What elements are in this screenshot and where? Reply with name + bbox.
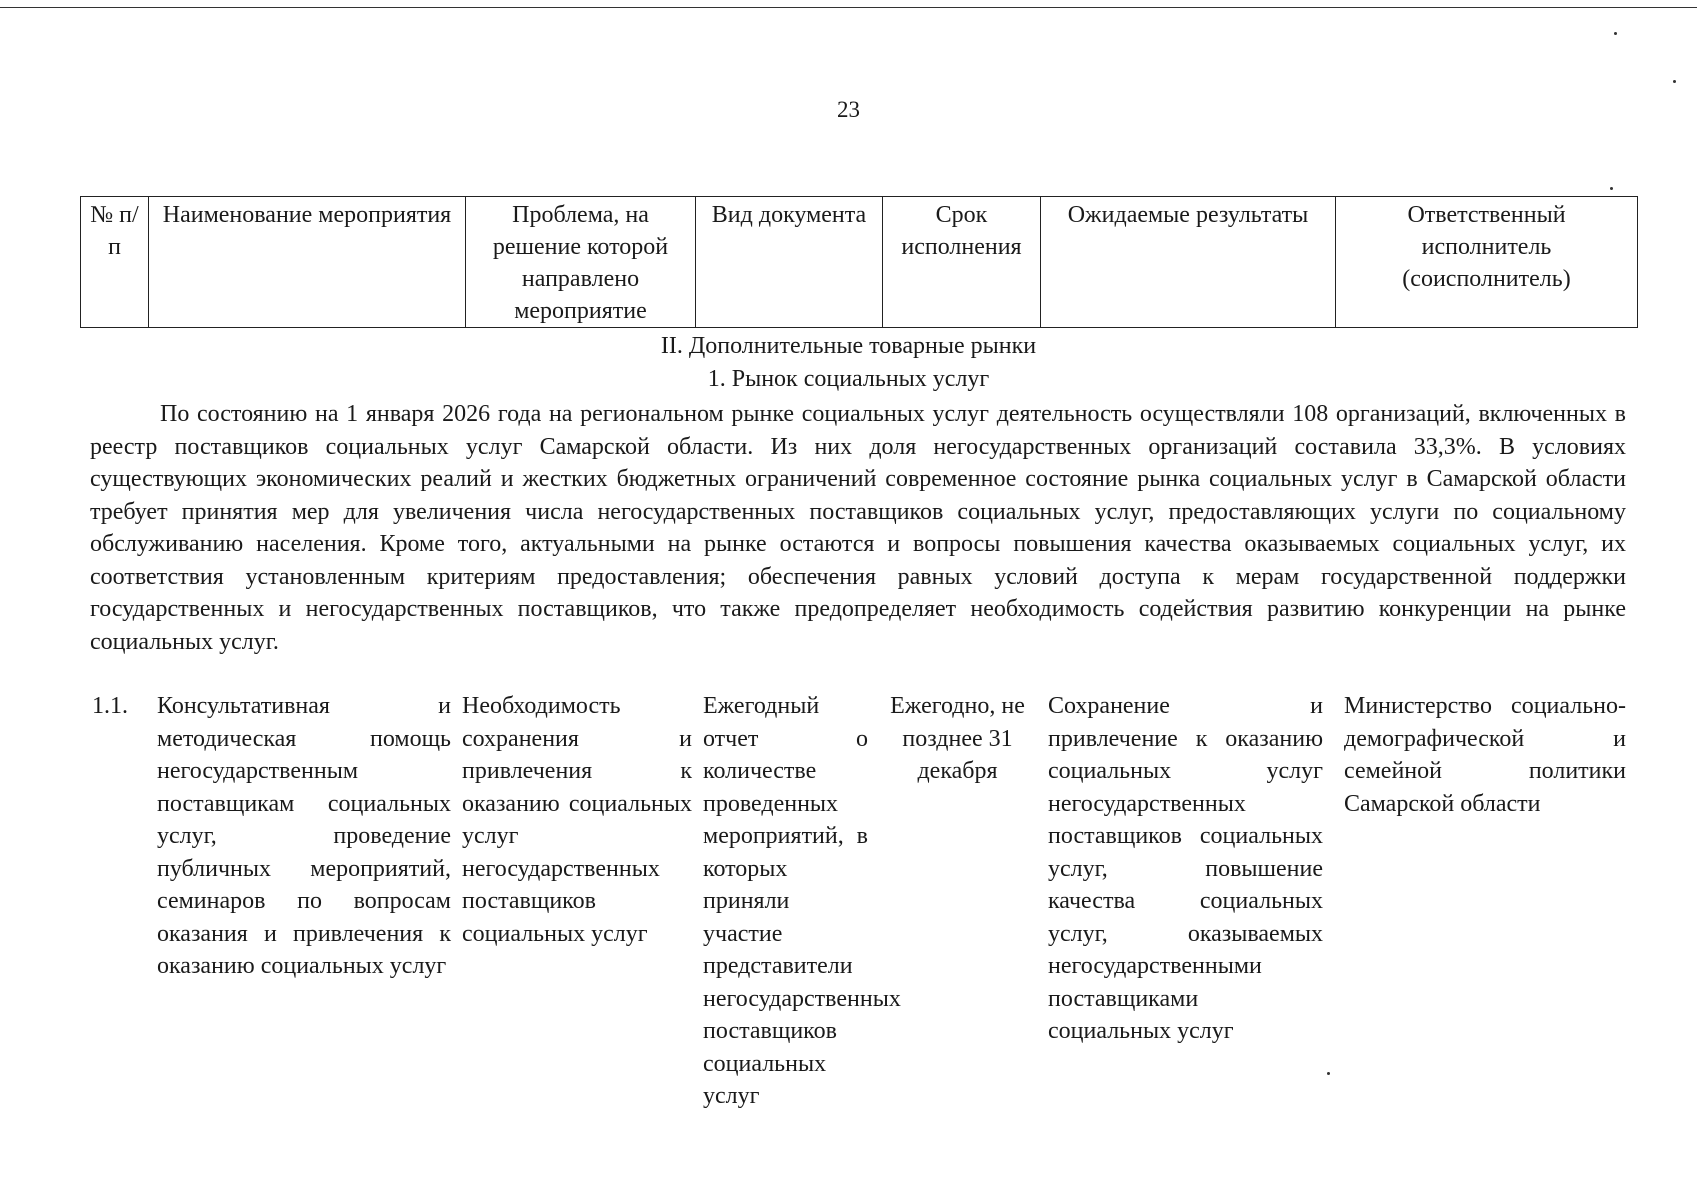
row-measure-name: Консультативная и методическая помощь негосударственным поставщикам социальных услуг, проведение публичных мероприятий, семинаров по вопросам оказания и привлечения к оказанию социальных услуг bbox=[157, 693, 451, 979]
scan-speck bbox=[1614, 32, 1617, 35]
top-rule bbox=[0, 7, 1697, 8]
row-deadline: Ежегодно, не позднее 31 декабря bbox=[890, 693, 1025, 784]
measures-table-header bbox=[80, 196, 1638, 328]
row-responsible: Министерство социально-демографической и семейной политики Самарской области bbox=[1344, 693, 1626, 817]
row-number: 1.1. bbox=[92, 693, 128, 719]
scan-speck bbox=[1327, 1072, 1330, 1075]
header-cell-name: Наименование мероприятия bbox=[149, 197, 466, 328]
header-cell-number: № п/п bbox=[81, 197, 149, 328]
row-expected-results: Сохранение и привлечение к оказанию социальных услуг негосударственных поставщиков социальных услуг, повышение качества социальных услуг, оказываемых негосударственными поставщиками социальных услуг bbox=[1048, 693, 1323, 1044]
header-cell-problem: Проблема, на решение которой направлено мероприятие bbox=[466, 197, 696, 328]
section-subtitle: 1. Рынок социальных услуг bbox=[707, 366, 990, 392]
scan-speck bbox=[1673, 80, 1676, 83]
scan-speck bbox=[1610, 187, 1613, 190]
header-cell-doc-type: Вид документа bbox=[696, 197, 883, 328]
header-cell-responsible: Ответственный исполнитель (соисполнитель) bbox=[1336, 197, 1638, 328]
row-problem: Необходимость сохранения и привлечения к оказанию социальных услуг негосударственных поставщиков социальных услуг bbox=[462, 693, 692, 947]
section-title: II. Дополнительные товарные рынки bbox=[660, 333, 1037, 359]
header-cell-results: Ожидаемые результаты bbox=[1041, 197, 1336, 328]
header-cell-deadline: Срок исполнения bbox=[883, 197, 1041, 328]
page-number: 23 bbox=[837, 97, 860, 122]
row-document-type: Ежегодный отчет о количестве проведенных мероприятий, в которых приняли участие представители негосударственных поставщиков социальных услуг bbox=[703, 693, 901, 1109]
section-intro-paragraph: По состоянию на 1 января 2026 года на региональном рынке социальных услуг деятельность осуществляли 108 организаций, включенных в реестр поставщиков социальных услуг Самарской области. Из них доля негосударственных организаций составила 33,3%. В условиях существующих экономических реалий и жестких бюджетных ограничений современное состояние рынка социальных услуг в Самарской области требует принятия мер для увеличения числа негосударственных поставщиков социальных услуг, предоставляющих услуги по социальному обслуживанию населения. Кроме того, актуальными на рынке остаются и вопросы повышения качества оказываемых социальных услуг, их соответствия установленным критериям предоставления; обеспечения равных условий доступа к мерам государственной поддержки государственных и негосударственных поставщиков, что также предопределяет необходимость содействия развитию конкуренции на рынке социальных услуг. bbox=[90, 401, 1626, 655]
